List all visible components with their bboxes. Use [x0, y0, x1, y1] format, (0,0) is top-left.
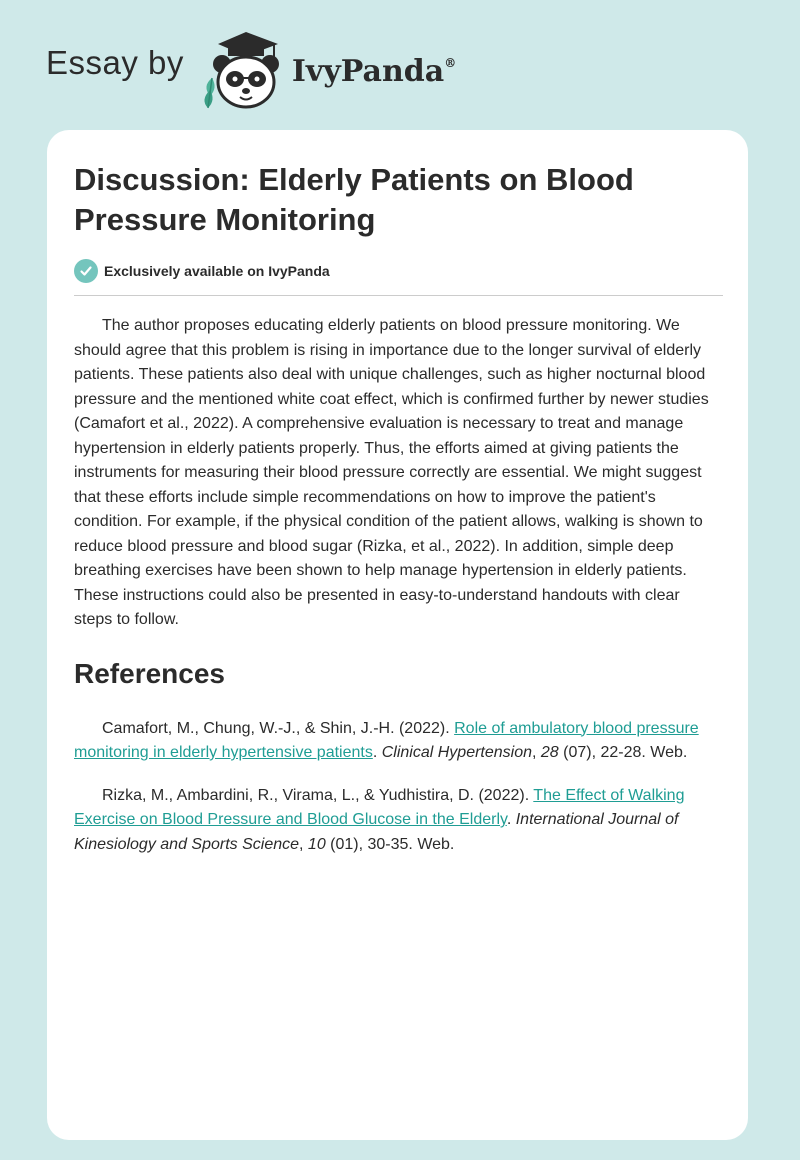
- site-header: [46, 30, 456, 110]
- article-content: [74, 160, 721, 857]
- references-heading: References: [74, 657, 225, 689]
- registered-mark: ®: [444, 55, 457, 70]
- article-title: Discussion: Elderly Patients on Blood Pressure Monitoring: [74, 162, 634, 237]
- exclusive-label: Exclusively available on IvyPanda: [104, 263, 330, 279]
- panda-logo-icon[interactable]: [198, 30, 290, 110]
- reference-item: Rizka, M., Ambardini, R., Virama, L., & Yudhistira, D. (2022). The Effect of Walking Exercise on Blood Pressure and Blood Glucose in the Elderly. International Journal of Kinesiology and Sports Science, 10 (01), 30-35. Web.: [74, 786, 685, 853]
- brand-name[interactable]: IvyPanda®: [291, 53, 457, 89]
- essay-by-label: Essay by: [46, 44, 184, 81]
- article-card: [47, 130, 748, 1140]
- article-body: The author proposes educating elderly patients on blood pressure monitoring. We should agree that this problem is rising in importance due to the longer survival of elderly patients. These patients also deal with unique challenges, such as higher nocturnal blood pressure and the mentioned white coat effect, which is confirmed further by newer studies (Camafort et al., 2022). A comprehensive evaluation is necessary to treat and manage hypertension in elderly patients properly. Thus, the efforts aimed at giving patients the instruments for measuring their blood pressure correctly are essential. We might suggest that these efforts include simple recommendations on how to improve the patient's condition. For example, if the physical condition of the patient allows, walking is shown to reduce blood pressure and blood sugar (Rizka, et al., 2022). In addition, simple deep breathing exercises have been shown to help manage hypertension in elderly patients. These instructions could also be presented in easy-to-understand handouts with clear steps to follow.: [74, 317, 709, 628]
- exclusive-badge: [74, 259, 721, 283]
- reference-item: Camafort, M., Chung, W.-J., & Shin, J.-H. (2022). Role of ambulatory blood pressure monitoring in elderly hypertensive patients. Clinical Hypertension, 28 (07), 22-28. Web.: [74, 719, 699, 761]
- check-circle-icon: [74, 259, 98, 283]
- divider: [74, 295, 723, 296]
- reference-link[interactable]: Role of ambulatory blood pressure monitoring in elderly hypertensive patients: [74, 719, 699, 761]
- reference-link[interactable]: The Effect of Walking Exercise on Blood Pressure and Blood Glucose in the Elderly: [74, 786, 685, 828]
